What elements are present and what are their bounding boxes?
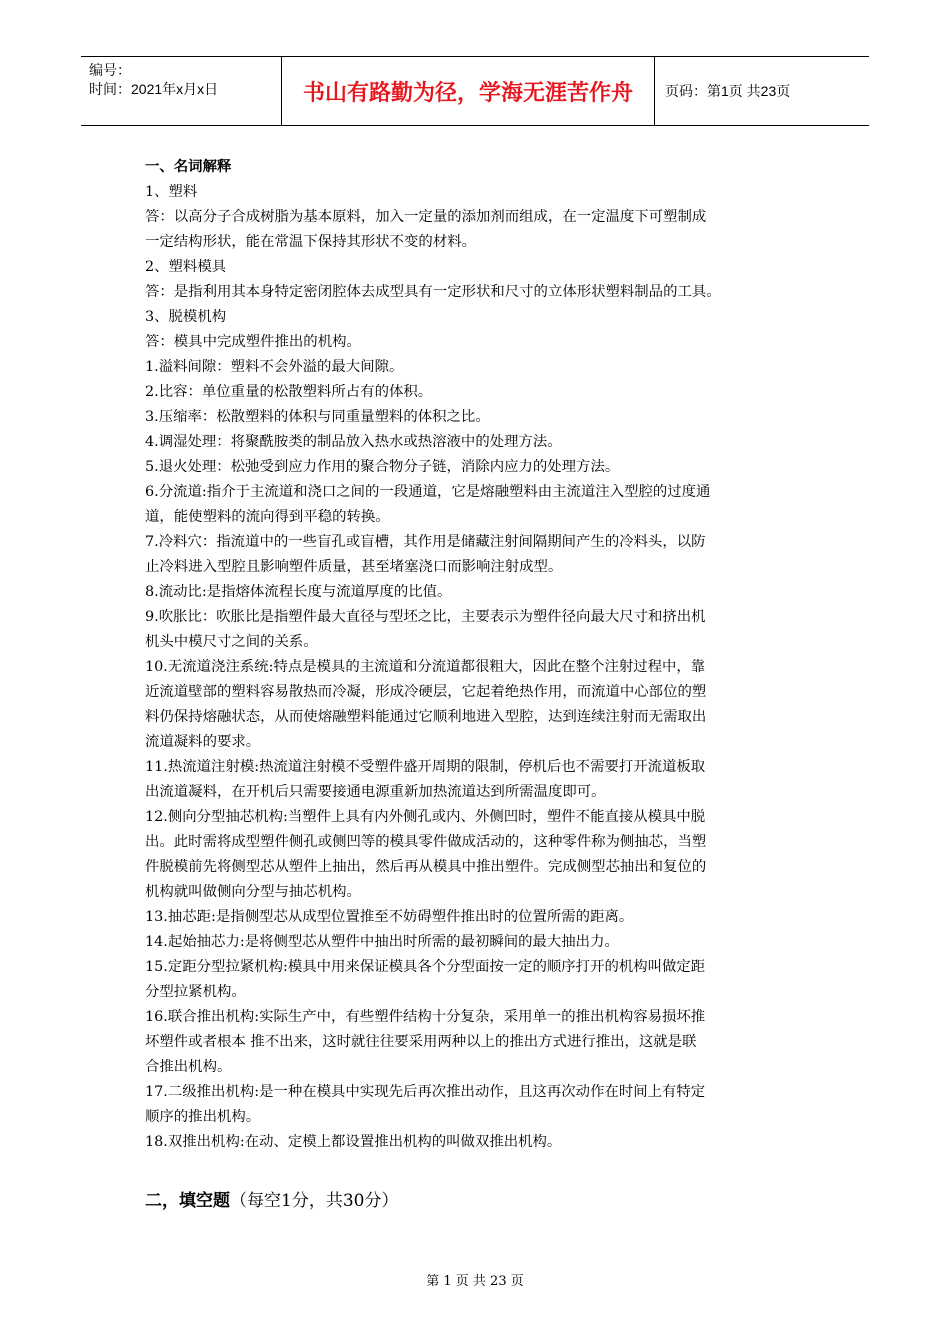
definition-list xyxy=(145,180,809,1155)
text-line: 1.溢料间隙：塑料不会外溢的最大间隙。 xyxy=(145,359,404,375)
text-line: 1、塑料 xyxy=(145,184,198,200)
text-line: 8.流动比:是指熔体流程长度与流道厚度的比值。 xyxy=(145,584,452,600)
document-body xyxy=(145,155,809,1155)
header-motto: 书山有路勤为径，学海无涯苦作舟 xyxy=(282,57,655,125)
document-number-label: 编号： xyxy=(89,62,131,78)
page-header xyxy=(81,56,869,126)
text-line: 流道凝料的要求。 xyxy=(145,734,261,750)
section-title: 二，填空题 xyxy=(145,1191,230,1211)
text-line: 机构就叫做侧向分型与抽芯机构。 xyxy=(145,884,361,900)
text-line: 合推出机构。 xyxy=(145,1059,232,1075)
text-line: 14.起始抽芯力:是将侧型芯从塑件中抽出时所需的最初瞬间的最大抽出力。 xyxy=(145,934,619,950)
text-line: 18.双推出机构:在动、定模上都设置推出机构的叫做双推出机构。 xyxy=(145,1134,562,1150)
text-line: 出流道凝料，在开机后只需要接通电源重新加热流道达到所需温度即可。 xyxy=(145,784,606,800)
text-line: 6.分流道:指介于主流道和浇口之间的一段通道，它是熔融塑料由主流道注入型腔的过度通 xyxy=(145,484,711,500)
text-line: 止冷料进入型腔且影响塑件质量，甚至堵塞浇口而影响注射成型。 xyxy=(145,559,563,575)
text-line: 17.二级推出机构:是一种在模具中实现先后再次推出动作，且这再次动作在时间上有特定 xyxy=(145,1084,706,1100)
text-line: 3.压缩率：松散塑料的体积与同重量塑料的体积之比。 xyxy=(145,409,490,425)
text-line: 一定结构形状，能在常温下保持其形状不变的材料。 xyxy=(145,234,476,250)
text-line: 顺序的推出机构。 xyxy=(145,1109,261,1125)
page-footer: 第 1 页 共 23 页 xyxy=(426,1274,524,1289)
text-line: 5.退火处理：松弛受到应力作用的聚合物分子链，消除内应力的处理方法。 xyxy=(145,459,620,475)
text-line: 答：是指利用其本身特定密闭腔体去成型具有一定形状和尺寸的立体形状塑料制品的工具。 xyxy=(145,284,721,300)
text-line: 答：以高分子合成树脂为基本原料，加入一定量的添加剂而组成，在一定温度下可塑制成 xyxy=(145,209,707,225)
text-line: 13.抽芯距:是指侧型芯从成型位置推至不妨碍塑件推出时的位置所需的距离。 xyxy=(145,909,634,925)
text-line: 9.吹胀比：吹胀比是指塑件最大直径与型坯之比，主要表示为塑件径向最大尺寸和挤出机 xyxy=(145,609,706,625)
text-line: 近流道壁部的塑料容易散热而冷凝，形成冷硬层，它起着绝热作用，而流道中心部位的塑 xyxy=(145,684,707,700)
text-line: 15.定距分型拉紧机构:模具中用来保证模具各个分型面按一定的顺序打开的机构叫做定距 xyxy=(145,959,706,975)
text-line: 分型拉紧机构。 xyxy=(145,984,246,1000)
text-line: 2.比容：单位重量的松散塑料所占有的体积。 xyxy=(145,384,433,400)
text-line: 12.侧向分型抽芯机构:当塑件上具有内外侧孔或内、外侧凹时，塑件不能直接从模具中脱 xyxy=(145,809,706,825)
text-line: 7.冷料穴：指流道中的一些盲孔或盲槽，其作用是储藏注射间隔期间产生的冷料头，以防 xyxy=(145,534,706,550)
document-time-label: 时间：2021年x月x日 xyxy=(89,81,219,97)
fill-in-section-heading xyxy=(145,1186,398,1211)
text-line: 出。此时需将成型塑件侧孔或侧凹等的模具零件做成活动的，这种零件称为侧抽芯，当塑 xyxy=(145,834,707,850)
text-line: 4.调湿处理：将聚酰胺类的制品放入热水或热溶液中的处理方法。 xyxy=(145,434,562,450)
header-meta xyxy=(81,57,282,125)
text-line: 16.联合推出机构:实际生产中，有些塑件结构十分复杂，采用单一的推出机构容易损坏推 xyxy=(145,1009,706,1025)
text-line: 坏塑件或者根本 推不出来，这时就往往要采用两种以上的推出方式进行推出，这就是联 xyxy=(145,1034,697,1050)
header-page-info: 页码：第1页 共23页 xyxy=(665,83,791,99)
text-line: 答：模具中完成塑件推出的机构。 xyxy=(145,334,361,350)
section-note: （每空1分，共30分） xyxy=(230,1191,399,1211)
text-line: 料仍保持熔融状态，从而使熔融塑料能通过它顺利地进入型腔，达到连续注射而无需取出 xyxy=(145,709,707,725)
section-title: 一、名词解释 xyxy=(145,159,232,175)
text-line: 11.热流道注射模:热流道注射模不受塑件盛开周期的限制，停机后也不需要打开流道板取 xyxy=(145,759,706,775)
text-line: 3、脱模机构 xyxy=(145,309,227,325)
text-line: 机头中模尺寸之间的关系。 xyxy=(145,634,318,650)
text-line: 道，能使塑料的流向得到平稳的转换。 xyxy=(145,509,390,525)
text-line: 2、塑料模具 xyxy=(145,259,227,275)
text-line: 10.无流道浇注系统:特点是模具的主流道和分流道都很粗大，因此在整个注射过程中，靠 xyxy=(145,659,706,675)
text-line: 件脱模前先将侧型芯从塑件上抽出，然后再从模具中推出塑件。完成侧型芯抽出和复位的 xyxy=(145,859,707,875)
